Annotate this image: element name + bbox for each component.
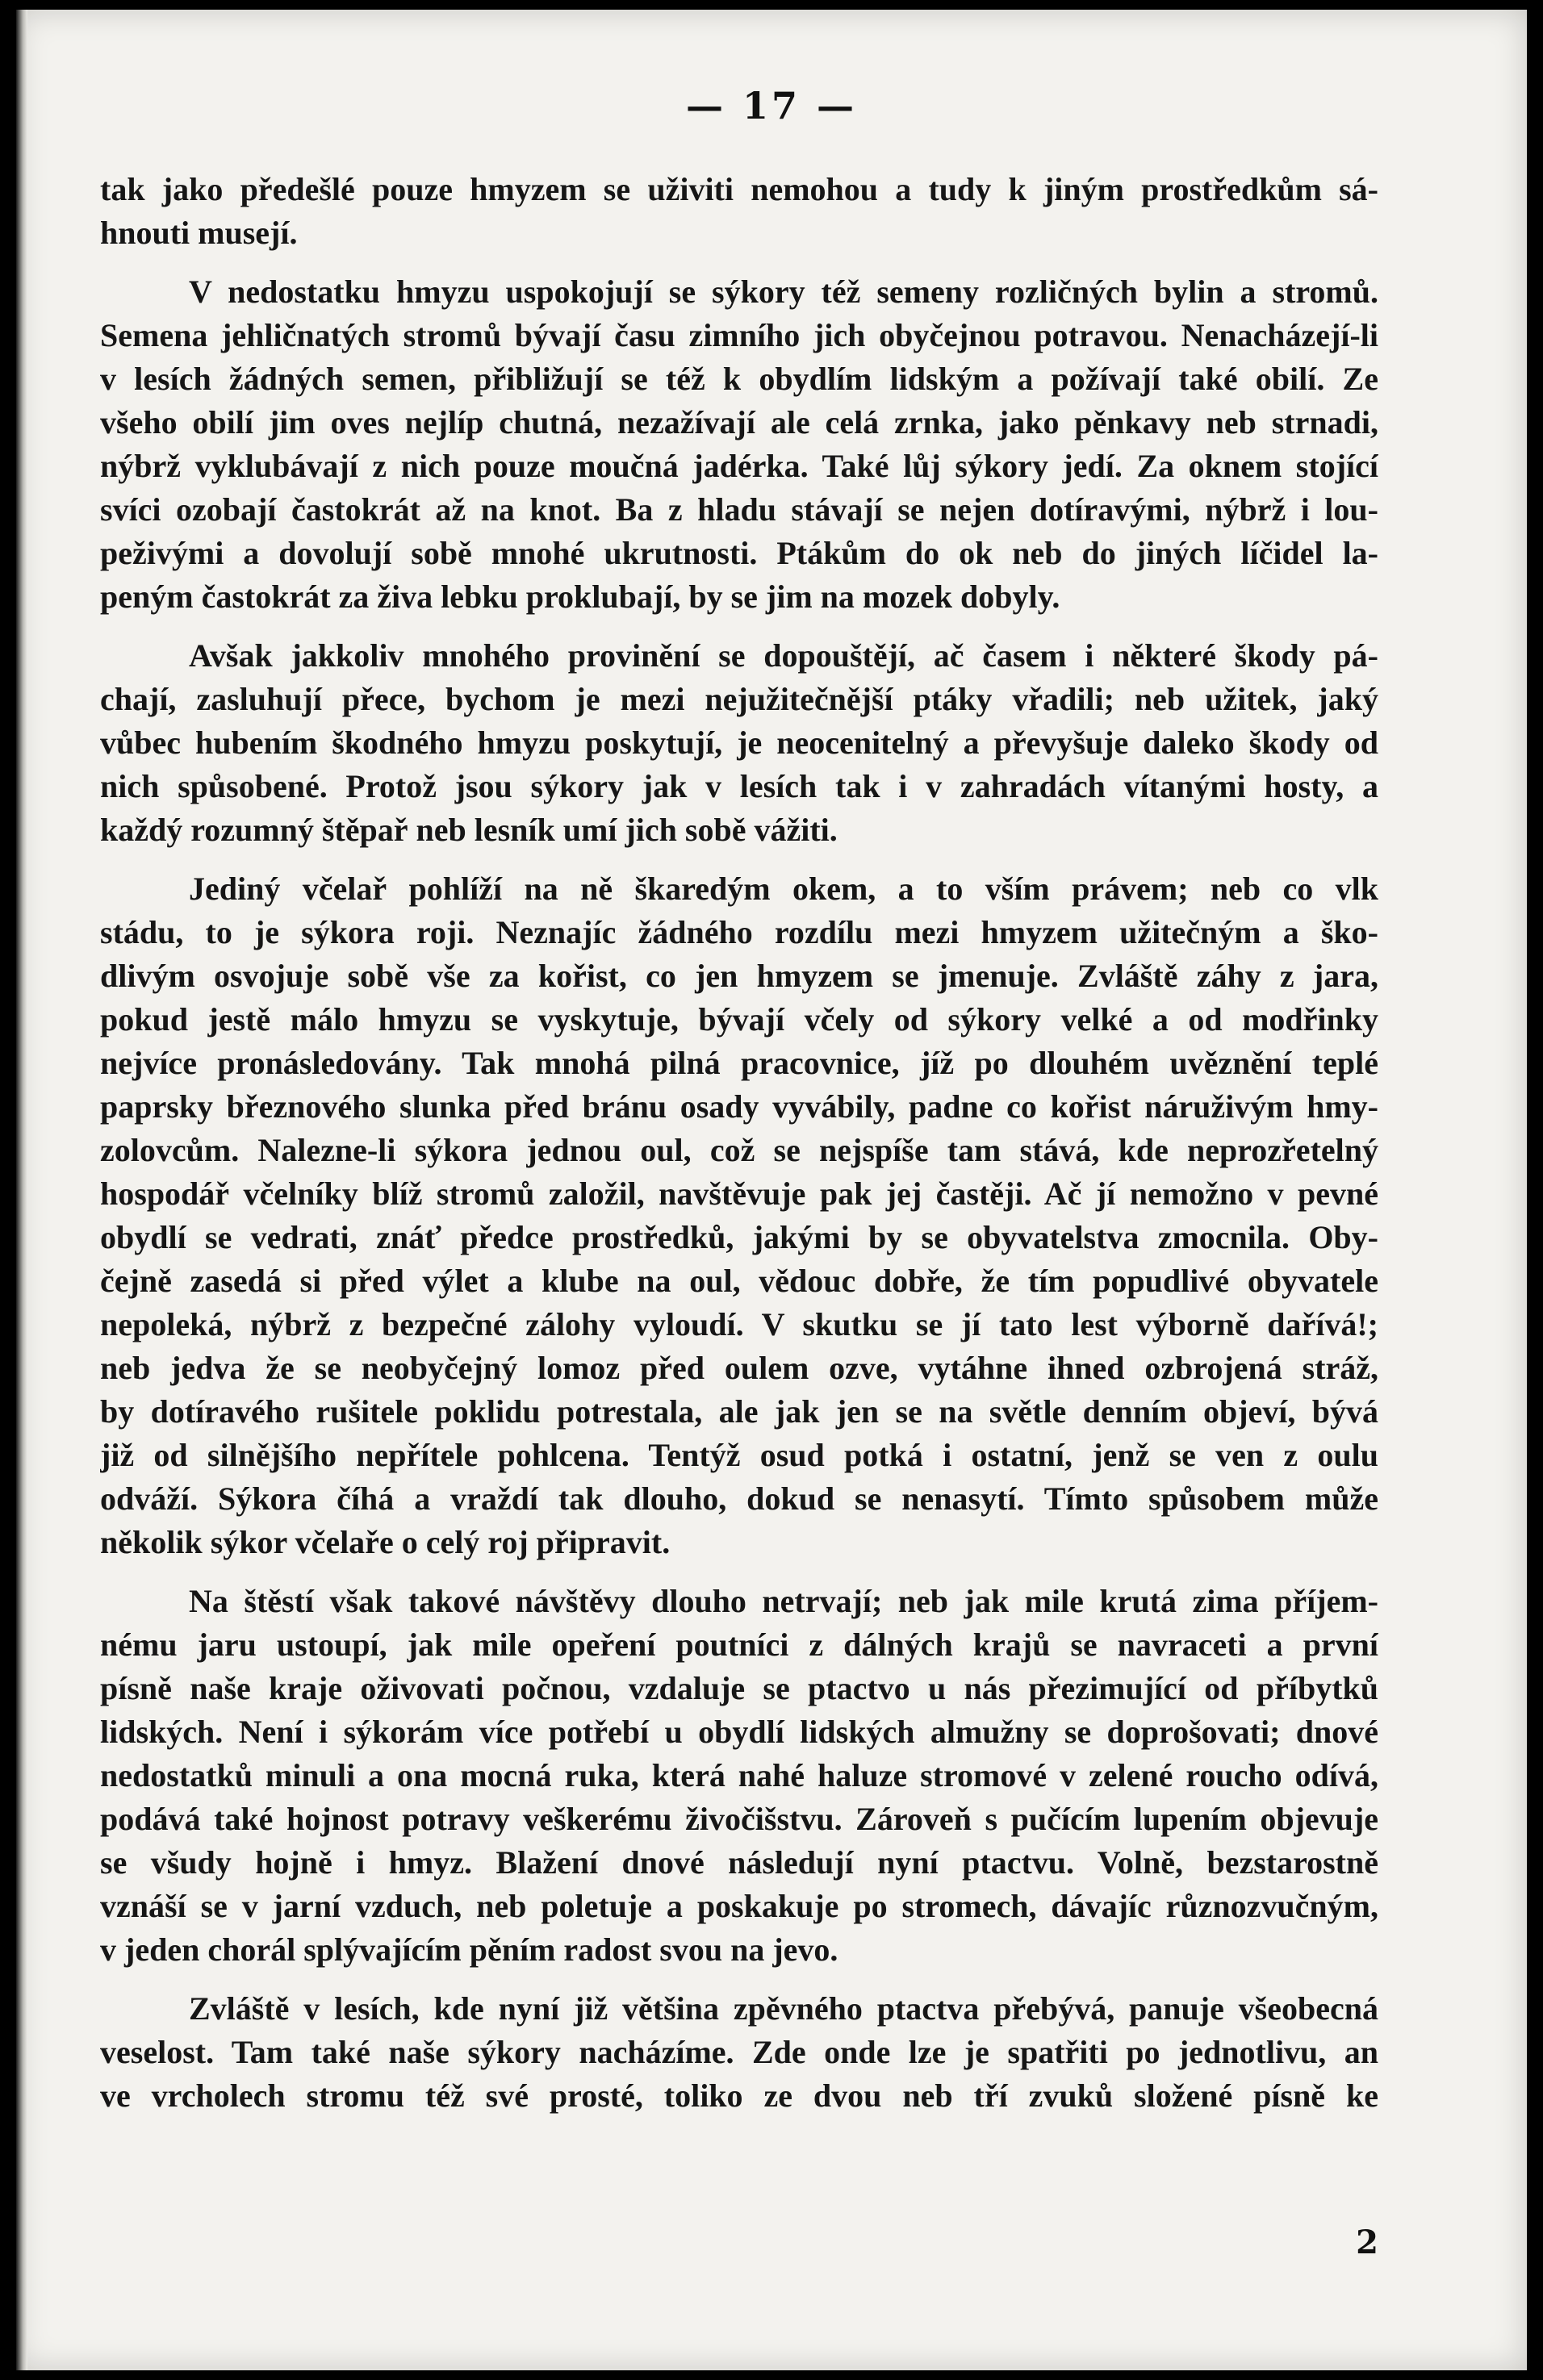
text-line: peným častokrát za živa lebku proklubají, by se jim na mozek dobyly. — [100, 578, 1060, 615]
text-line: Jediný včelař pohlíží na ně škaredým okem, a to vším právem; neb co vlk — [189, 871, 1378, 907]
text-line: by dotíravého rušitele poklidu potrestala, ale jak jen se na světle denním objeví, bývá — [100, 1393, 1378, 1430]
text-line: podává také hojnost potravy veškerému živočišstvu. Zároveň s pučícím lupením objevuje — [100, 1801, 1378, 1837]
scanned-page — [16, 10, 1527, 2370]
text-line: nýbrž vyklubávají z nich pouze moučná jadérka. Také lůj sýkory jedí. Za oknem stojící — [100, 448, 1378, 484]
text-line: vůbec hubením škodného hmyzu poskytují, je neocenitelný a převyšuje daleko škody od — [100, 724, 1378, 761]
text-line: ve vrcholech stromu též své prosté, toliko ze dvou neb tří zvuků složené písně ke — [100, 2077, 1378, 2114]
text-line: nedostatků minuli a ona mocná ruka, která nahé haluze stromové v zelené roucho odívá, — [100, 1757, 1378, 1793]
text-line: v jeden chorál splývajícím pěním radost svou na jevo. — [100, 1931, 838, 1968]
printer-signature-mark: 2 — [1356, 2223, 1378, 2261]
text-line: několik sýkor včelaře o celý roj připravit. — [100, 1524, 671, 1560]
text-line: odváží. Sýkora číhá a vraždí tak dlouho, dokud se nenasytí. Tímto spůsobem může — [100, 1480, 1378, 1517]
paragraph — [100, 867, 1378, 1564]
text-line: čejně zasedá si před výlet a klube na oul, vědouc dobře, že tím popudlivé obyvatele — [100, 1263, 1378, 1299]
text-line: V nedostatku hmyzu uspokojují se sýkory též semeny rozličných bylin a stromů. — [189, 273, 1378, 310]
text-line: nich spůsobené. Protož jsou sýkory jak v lesích tak i v zahradách vítanými hosty, a — [100, 768, 1378, 804]
page-binding-edge — [16, 10, 27, 2370]
text-line: písně naše kraje oživovati počnou, vzdaluje se ptactvo u nás přezimující od příbytků — [100, 1670, 1378, 1706]
text-line: stádu, to je sýkora roji. Neznajíc žádného rozdílu mezi hmyzem užitečným a ško- — [100, 914, 1378, 950]
text-line: dlivým osvojuje sobě vše za kořist, co jen hmyzem se jmenuje. Zvláště záhy z jara, — [100, 958, 1378, 994]
body-text — [100, 168, 1378, 2133]
text-line: nejvíce pronásledovány. Tak mnohá pilná pracovnice, jíž po dlouhém uvěznění teplé — [100, 1045, 1378, 1081]
text-line: Avšak jakkoliv mnohého provinění se dopouštějí, ač časem i některé škody pá- — [189, 637, 1378, 674]
text-line: lidských. Není i sýkorám více potřebí u obydlí lidských almužny se doprošovati; dnové — [100, 1714, 1378, 1750]
text-line: se všudy hojně i hmyz. Blažení dnové následují nyní ptactvu. Volně, bezstarostně — [100, 1844, 1378, 1881]
text-line: nepoleká, nýbrž z bezpečné zálohy vyloudí. V skutku se jí tato lest výborně daříváǃ; — [100, 1306, 1378, 1342]
paragraph — [100, 270, 1378, 619]
text-line: Zvláště v lesích, kde nyní již většina zpěvného ptactva přebývá, panuje všeobecná — [189, 1990, 1378, 2027]
page-number: — 17 — — [685, 84, 858, 127]
text-line: svíci ozobají častokrát až na knot. Ba z hladu stávají se nejen dotíravými, nýbrž i lou- — [100, 491, 1378, 528]
text-line: nému jaru ustoupí, jak mile opeření poutníci z dálných krajů se navraceti a první — [100, 1626, 1378, 1663]
text-line: hospodář včelníky blíž stromů založil, navštěvuje pak jej častěji. Ač jí nemožno v pevné — [100, 1175, 1378, 1212]
text-line: již od silnějšího nepřítele pohlcena. Tentýž osud potká i ostatní, jenž se ven z oulu — [100, 1437, 1378, 1473]
text-line: zolovcům. Nalezne-li sýkora jednou oul, což se nejspíše tam stává, kde neprozřetelný — [100, 1132, 1378, 1168]
text-line: všeho obilí jim oves nejlíp chutná, nezažívají ale celá zrnka, jako pěnkavy neb strnadi, — [100, 404, 1378, 441]
text-line: peživými a dovolují sobě mnohé ukrutnosti. Ptákům do ok neb do jiných líčidel la- — [100, 535, 1378, 571]
text-line: každý rozumný štěpař neb lesník umí jich sobě vážiti. — [100, 812, 838, 848]
text-line: obydlí se vedrati, znáť předce prostředků, jakými by se obyvatelstva zmocnila. Oby- — [100, 1219, 1378, 1255]
text-line: neb jedva že se neobyčejný lomoz před oulem ozve, vytáhne ihned ozbrojená stráž, — [100, 1350, 1378, 1386]
text-line: paprsky březnového slunka před bránu osady vyvábily, padne co kořist náruživým hmy- — [100, 1088, 1378, 1125]
paragraph — [100, 634, 1378, 852]
text-line: Semena jehličnatých stromů bývají času zimního jich obyčejnou potravou. Nenacházejí-li — [100, 317, 1378, 353]
paragraph — [100, 168, 1378, 255]
text-line: chají, zasluhují přece, bychom je mezi nejužitečnější ptáky vřadili; neb užitek, jaký — [100, 681, 1378, 717]
text-line: tak jako předešlé pouze hmyzem se uživiti nemohou a tudy k jiným prostředkům sá- — [100, 171, 1378, 207]
text-line: vznáší se v jarní vzduch, neb poletuje a poskakuje po stromech, dávajíc různozvučným, — [100, 1888, 1378, 1924]
text-line: veselost. Tam také naše sýkory nacházíme. Zde onde lze je spatřiti po jednotlivu, an — [100, 2034, 1378, 2070]
paragraph — [100, 1987, 1378, 2118]
text-line: Na štěstí však takové návštěvy dlouho netrvají; neb jak mile krutá zima příjem- — [189, 1583, 1378, 1619]
text-line: v lesích žádných semen, přibližují se též k obydlím lidským a požívají také obilí. Ze — [100, 361, 1378, 397]
text-line: hnouti musejí. — [100, 215, 298, 251]
text-line: pokud jestě málo hmyzu se vyskytuje, bývají včely od sýkory velké a od modřinky — [100, 1001, 1378, 1038]
paragraph — [100, 1580, 1378, 1972]
